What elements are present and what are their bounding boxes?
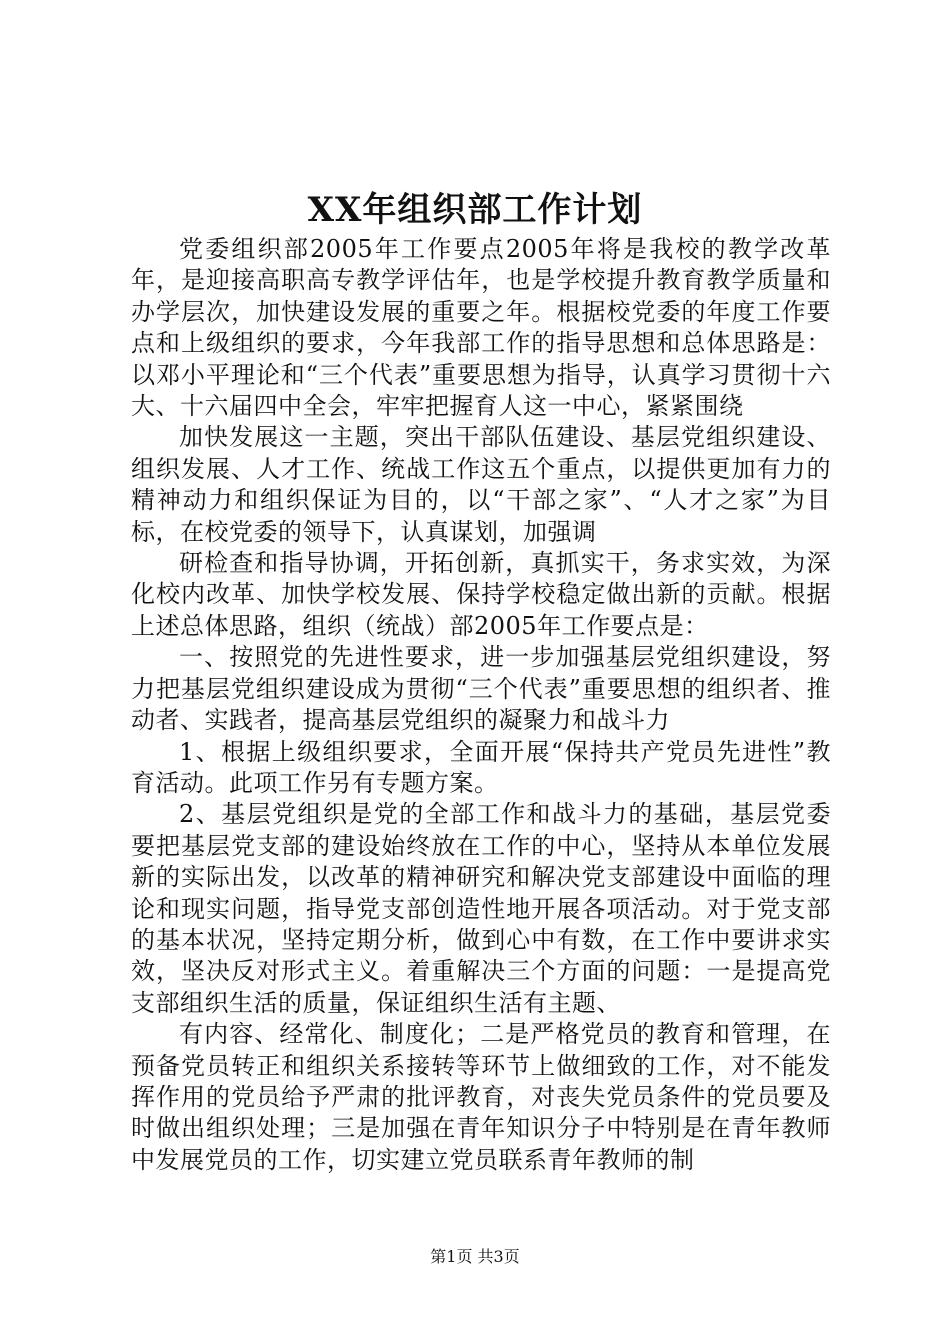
document-title: XX年组织部工作计划 xyxy=(307,190,643,230)
paragraph: 一、按照党的先进性要求，进一步加强基层党组织建设，努力把基层党组织建设成为贯彻“三个代表”重要思想的组织者、推动者、实践者，提高基层党组织的凝聚力和战斗力 xyxy=(131,643,831,735)
paragraph: 加快发展这一主题，突出干部队伍建设、基层党组织建设、组织发展、人才工作、统战工作这五个重点，以提供更加有力的精神动力和组织保证为目的，以“干部之家”、“人才之家”为目标，在校党委的领导下，认真谋划，加强调 xyxy=(131,423,831,546)
paragraph: 研检查和指导协调，开拓创新，真抓实干，务求实效，为深化校内改革、加快学校发展、保持学校稳定做出新的贡献。根据上述总体思路，组织（统战）部2005年工作要点是： xyxy=(131,549,831,640)
paragraph: 1、根据上级组织要求，全面开展“保持共产党员先进性”教育活动。此项工作另有专题方案。 xyxy=(131,737,831,797)
page-number-footer: 第1页 共3页 xyxy=(430,1247,520,1266)
paragraph: 2、基层党组织是党的全部工作和战斗力的基础，基层党委要把基层党支部的建设始终放在工作的中心，坚持从本单位发展新的实际出发，以改革的精神研究和解决党支部建设中面临的理论和现实问题，指导党支部创造性地开展各项活动。对于党支部的基本状况，坚持定期分析，做到心中有数，在工作中要讲求实效，坚决反对形式主义。着重解决三个方面的问题：一是提高党支部组织生活的质量，保证组织生活有主题、 xyxy=(131,800,831,1017)
paragraph: 党委组织部2005年工作要点2005年将是我校的教学改革年，是迎接高职高专教学评估年，也是学校提升教育教学质量和办学层次，加快建设发展的重要之年。根据校党委的年度工作要点和上级组织的要求，今年我部工作的指导思想和总体思路是：以邓小平理论和“三个代表”重要思想为指导，认真学习贯彻十六大、十六届四中全会，牢牢把握育人这一中心，紧紧围绕 xyxy=(131,235,831,421)
paragraph: 有内容、经常化、制度化；二是严格党员的教育和管理，在预备党员转正和组织关系接转等环节上做细致的工作，对不能发挥作用的党员给予严肃的批评教育，对丧失党员条件的党员要及时做出组织处理；三是加强在青年知识分子中特别是在青年教师中发展党员的工作，切实建立党员联系青年教师的制 xyxy=(131,1020,831,1174)
document-body xyxy=(131,234,831,1176)
